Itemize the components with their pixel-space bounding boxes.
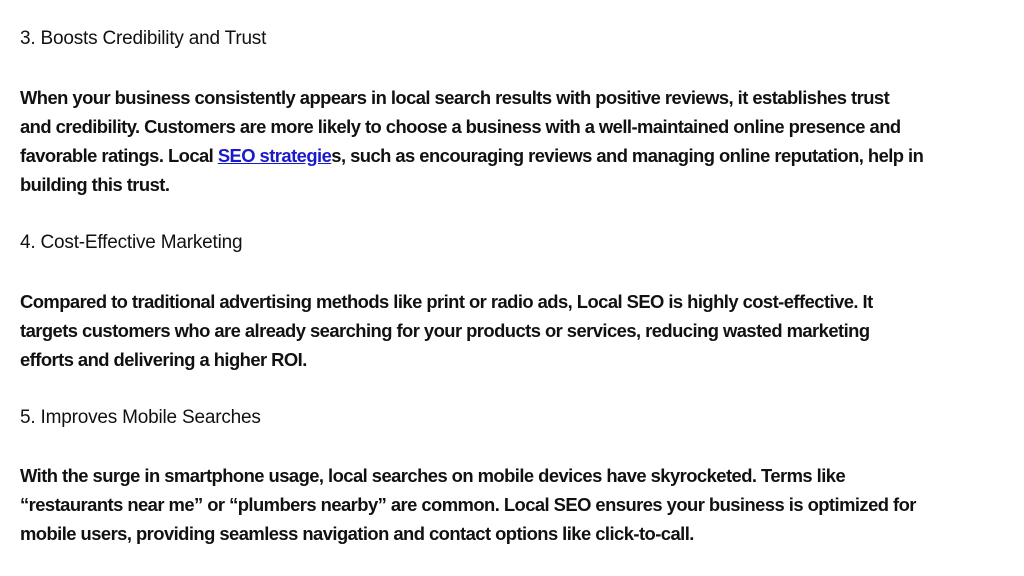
section-heading-credibility: 3. Boosts Credibility and Trust <box>20 28 267 49</box>
section-heading-mobile-searches: 5. Improves Mobile Searches <box>20 407 261 428</box>
paragraph-line: When your business consistently appears in local search results with positive reviews, it establishes trust <box>20 87 890 108</box>
paragraph-line: Compared to traditional advertising methods like print or radio ads, Local SEO is highly cost-effective. It <box>20 291 873 312</box>
section-paragraph-mobile-searches <box>20 461 1010 548</box>
section-paragraph-credibility <box>20 83 1010 199</box>
link-line-before: favorable ratings. Local <box>20 145 218 166</box>
paragraph-line: and credibility. Customers are more likely to choose a business with a well-maintained online presence and <box>20 116 901 137</box>
paragraph-line: With the surge in smartphone usage, local searches on mobile devices have skyrocketed. Terms like <box>20 465 846 486</box>
paragraph-line: targets customers who are already searching for your products or services, reducing wasted marketing <box>20 320 870 341</box>
section-paragraph-cost-effective <box>20 287 1010 374</box>
paragraph-line-with-link <box>20 141 1010 170</box>
seo-strategies-link[interactable]: SEO strategie <box>217 145 332 166</box>
paragraph-line: mobile users, providing seamless navigation and contact options like click-to-call. <box>20 523 694 544</box>
section-heading-cost-effective: 4. Cost-Effective Marketing <box>20 232 243 253</box>
paragraph-line: efforts and delivering a higher ROI. <box>20 349 307 370</box>
link-line-after: s, such as encouraging reviews and managing online reputation, help in <box>331 145 924 166</box>
paragraph-line: building this trust. <box>20 174 170 195</box>
paragraph-line: “restaurants near me” or “plumbers nearby” are common. Local SEO ensures your business is optimized for <box>20 494 916 515</box>
